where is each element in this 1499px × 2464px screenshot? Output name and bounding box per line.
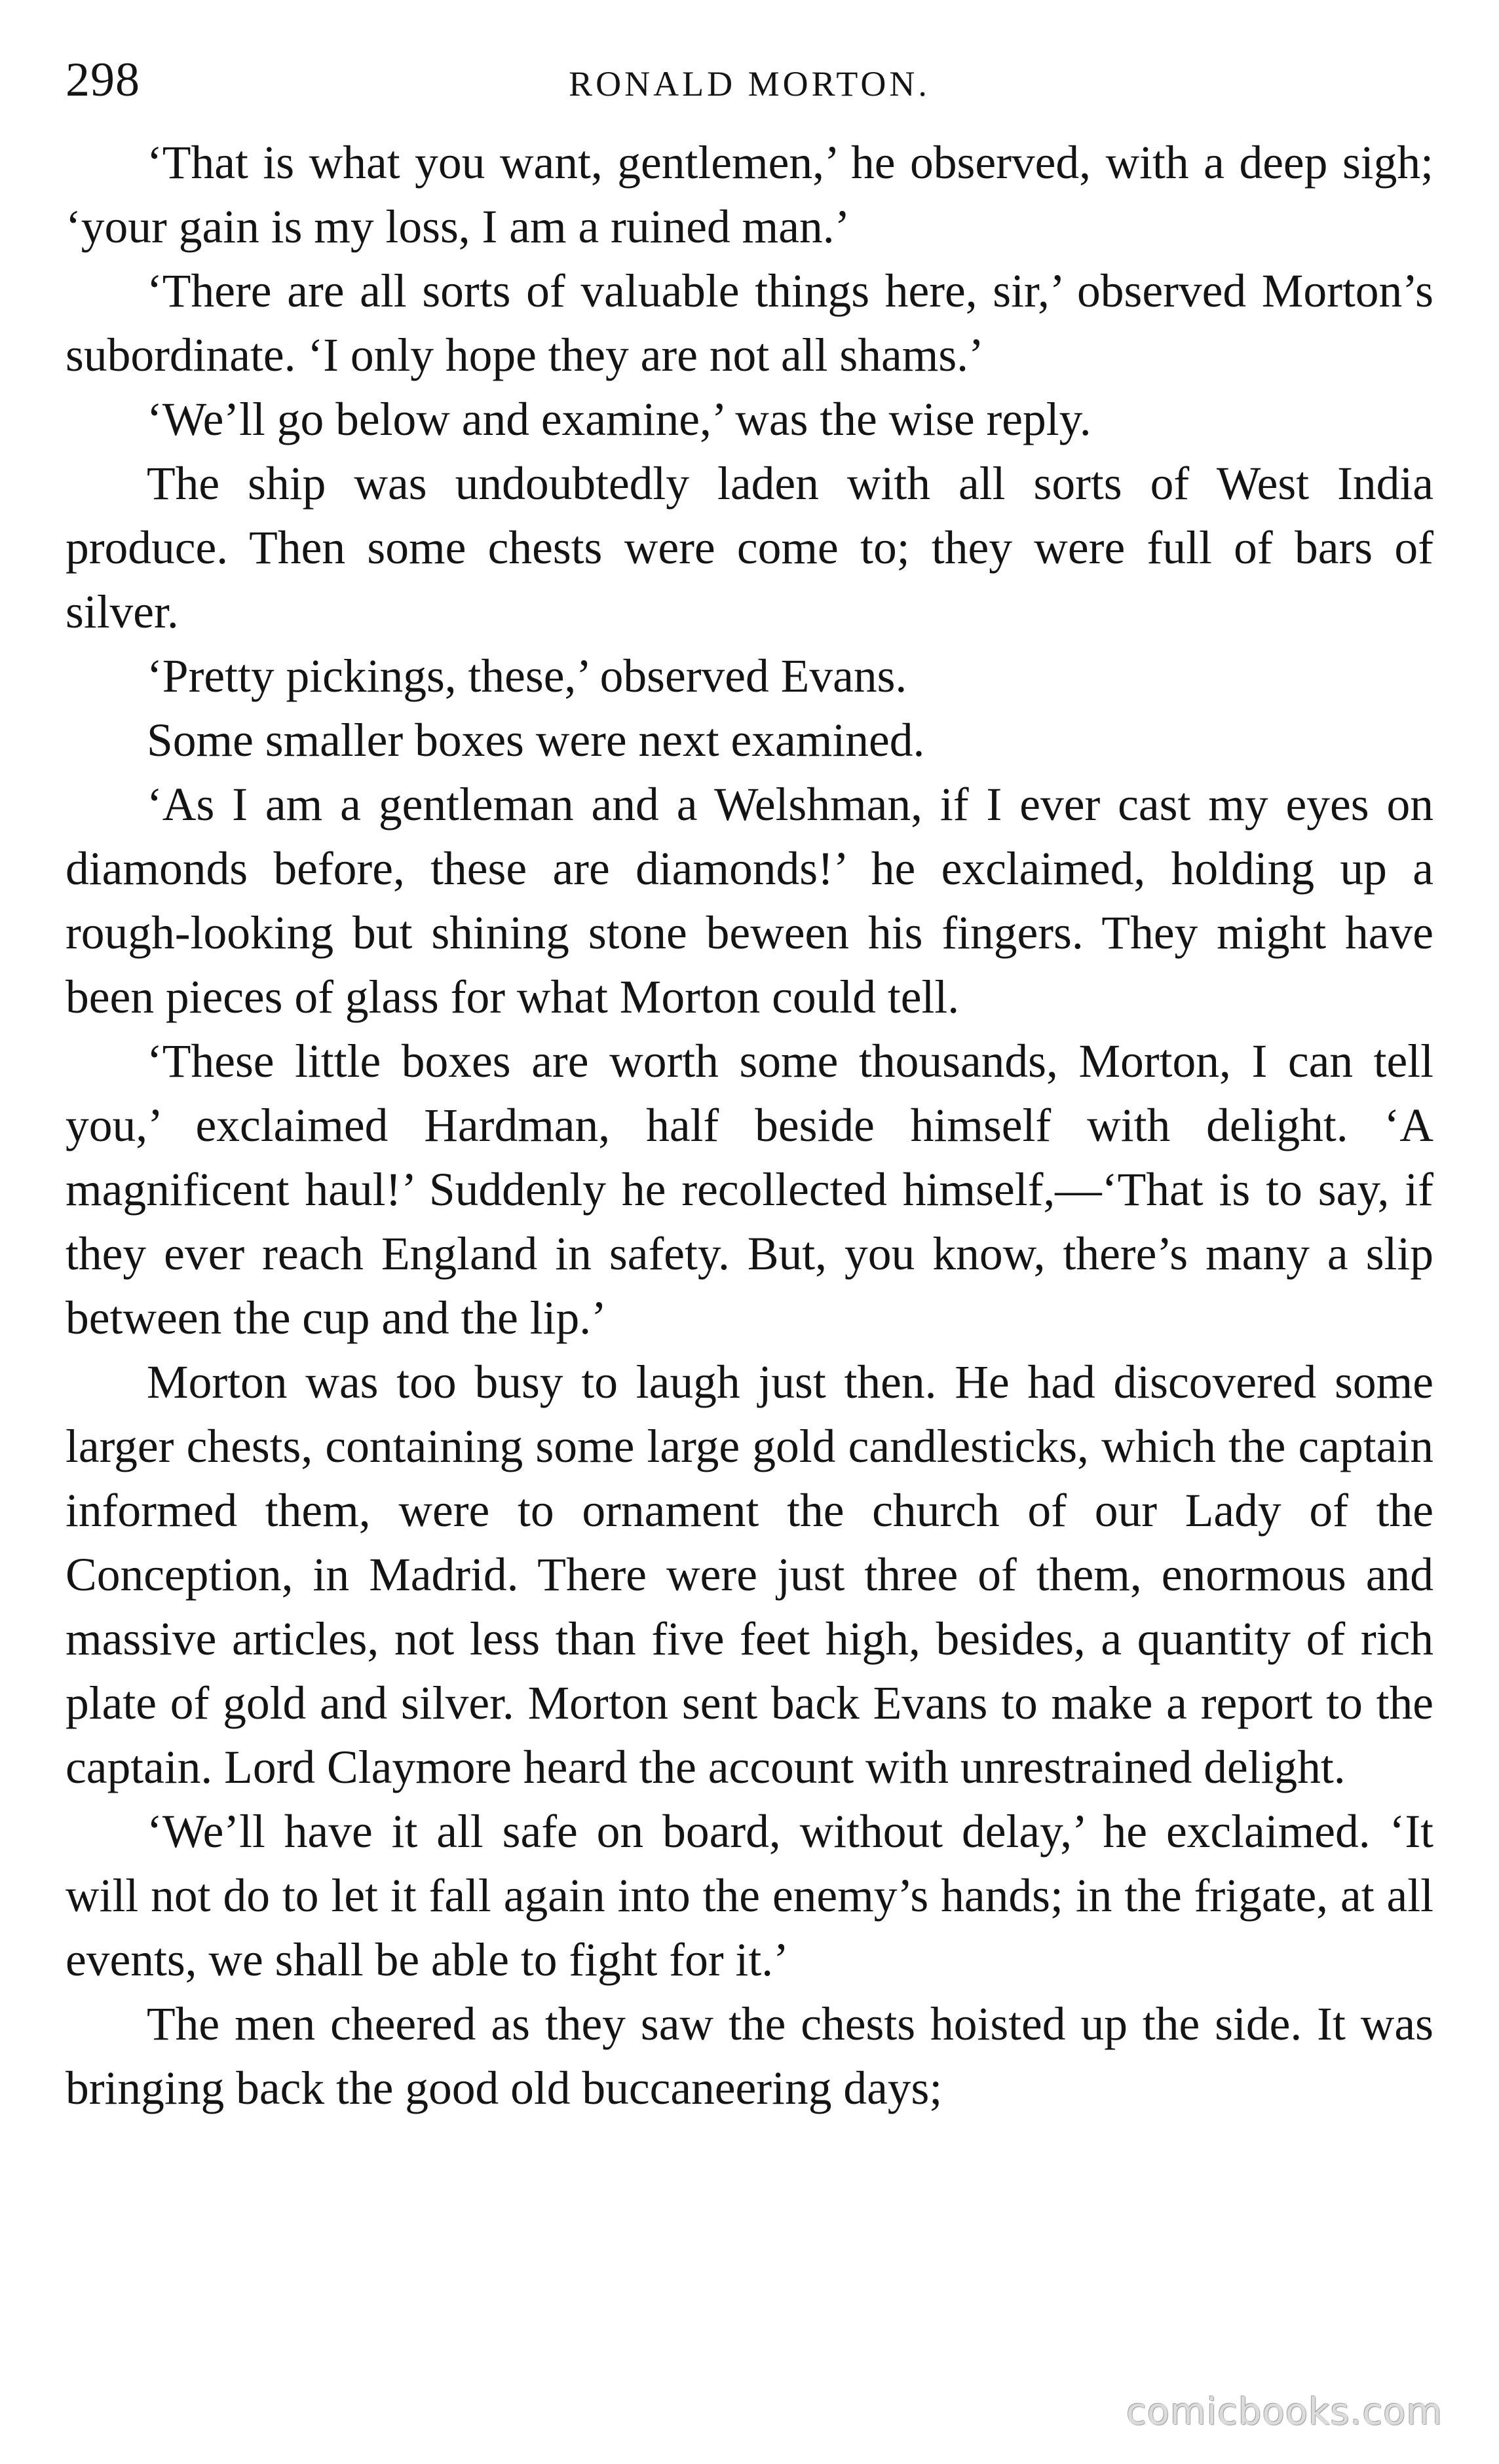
running-title: RONALD MORTON. xyxy=(569,64,930,103)
paragraph: The ship was undoubtedly laden with all sorts of West India produce. Then some chests were come to; they were full of bars of silver. xyxy=(66,458,1433,638)
paragraph: ‘We’ll have it all safe on board, without delay,’ he exclaimed. ‘It will not do to let it fall again into the enemy’s hands; in the frigate, at all events, we shall be able to fight for it.’ xyxy=(66,1806,1433,1986)
body-text xyxy=(66,131,1433,2121)
paragraph: ‘Pretty pickings, these,’ observed Evans. xyxy=(147,650,907,702)
paragraph: Morton was too busy to laugh just then. He had discovered some larger chests, containing some large gold candlesticks, which the captain informed them, were to ornament the church of our Lady of the Conception, in Madrid. There were just three of them, enormous and massive articles, not less than five feet high, besides, a quantity of rich plate of gold and silver. Morton sent back Evans to make a report to the captain. Lord Claymore heard the account with unrestrained delight. xyxy=(66,1356,1433,1793)
watermark: comicbooks.com xyxy=(1126,2391,1443,2433)
paragraph: ‘As I am a gentleman and a Welshman, if I ever cast my eyes on diamonds before, these are diamonds!’ he exclaimed, holding up a rough-looking but shining stone beween his fingers. They might have been pieces of glass for what Morton could tell. xyxy=(66,779,1433,1023)
paragraph: Some smaller boxes were next examined. xyxy=(147,715,925,766)
paragraph: ‘These little boxes are worth some thousands, Morton, I can tell you,’ exclaimed Hardman, half beside himself with delight. ‘A magnificent haul!’ Suddenly he recollected himself,—‘That is to say, if they ever reach England in safety. But, you know, there’s many a slip between the cup and the lip.’ xyxy=(66,1036,1433,1344)
paragraph: ‘There are all sorts of valuable things here, sir,’ observed Morton’s subordinate. ‘I only hope they are not all shams.’ xyxy=(66,265,1433,381)
paragraph: ‘That is what you want, gentlemen,’ he observed, with a deep sigh; ‘your gain is my loss, I am a ruined man.’ xyxy=(66,137,1433,253)
running-head xyxy=(66,47,1433,113)
paragraph: The men cheered as they saw the chests hoisted up the side. It was bringing back the good old buccaneering days; xyxy=(66,1998,1433,2114)
paragraph: ‘We’ll go below and examine,’ was the wise reply. xyxy=(147,394,1091,445)
page-number: 298 xyxy=(66,53,140,107)
